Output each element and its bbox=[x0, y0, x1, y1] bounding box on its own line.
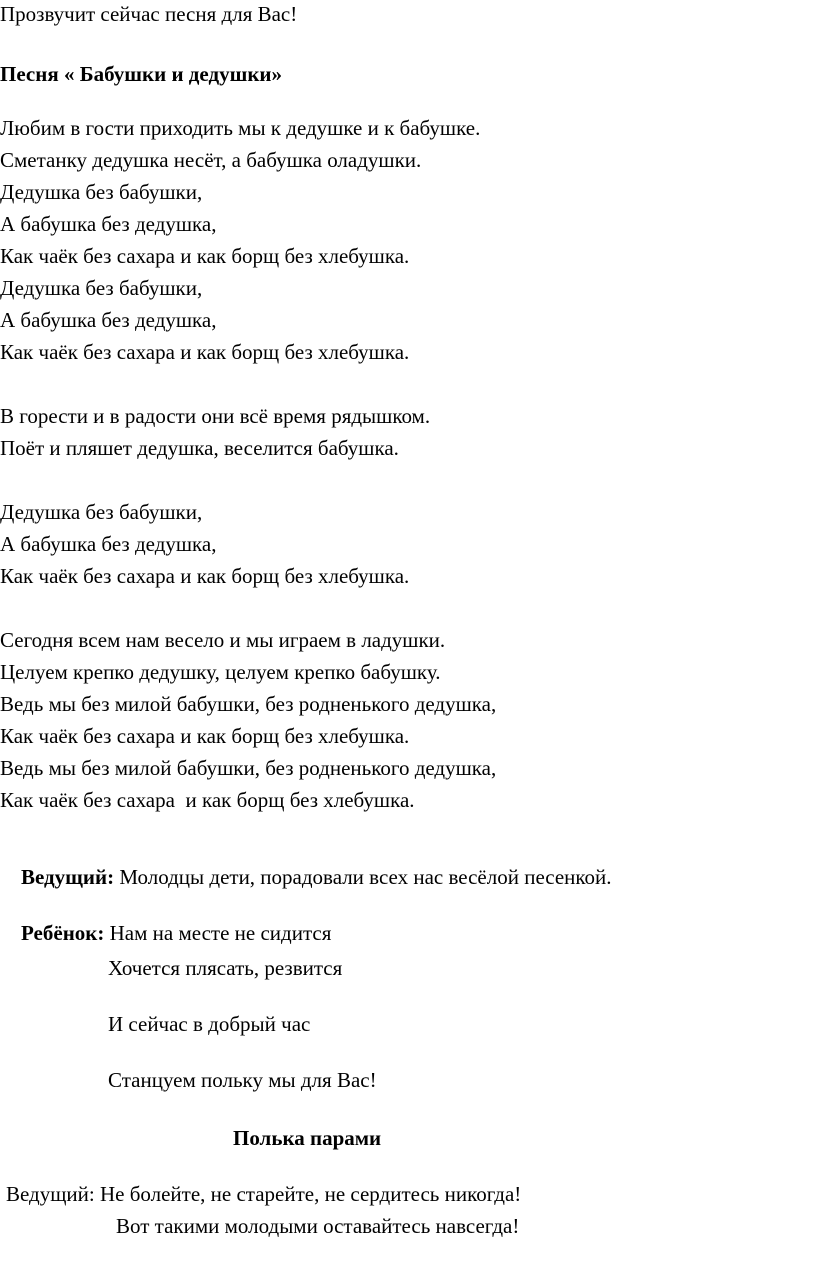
chorus-line-1: Дедушка без бабушки, bbox=[0, 500, 203, 524]
host-remark-2-line-2: Вот такими молодыми оставайтесь навсегда! bbox=[116, 1214, 520, 1238]
verse1-line-6: Дедушка без бабушки, bbox=[0, 276, 203, 300]
verse3-line-5: Ведь мы без милой бабушки, без родненького дедушка, bbox=[0, 756, 497, 780]
chorus-line-3: Как чаёк без сахара и как борщ без хлебушка. bbox=[0, 564, 410, 588]
verse3-line-2: Целуем крепко дедушку, целуем крепко бабушку. bbox=[0, 660, 441, 684]
verse3-line-6: Как чаёк без сахара и как борщ без хлебушка. bbox=[0, 788, 415, 812]
child-line-2: И сейчас в добрый час bbox=[108, 1012, 311, 1036]
host-speaker-label: Ведущий: bbox=[21, 865, 115, 889]
verse2-line-2: Поёт и пляшет дедушка, веселится бабушка. bbox=[0, 436, 399, 460]
verse1-line-5: Как чаёк без сахара и как борщ без хлебушка. bbox=[0, 244, 410, 268]
verse1-line-8: Как чаёк без сахара и как борщ без хлебушка. bbox=[0, 340, 410, 364]
intro-line: Прозвучит сейчас песня для Вас! bbox=[0, 2, 298, 26]
verse2-line-1: В горести и в радости они всё время рядышком. bbox=[0, 404, 431, 428]
host-remark-text: Молодцы дети, порадовали всех нас весёлой песенкой. bbox=[114, 865, 612, 889]
song-title: Песня « Бабушки и дедушки» bbox=[0, 62, 283, 86]
verse1-line-1: Любим в гости приходить мы к дедушке и к бабушке. bbox=[0, 116, 481, 140]
verse3-line-1: Сегодня всем нам весело и мы играем в ладушки. bbox=[0, 628, 446, 652]
chorus-line-2: А бабушка без дедушка, bbox=[0, 532, 217, 556]
verse3-line-4: Как чаёк без сахара и как борщ без хлебушка. bbox=[0, 724, 410, 748]
host-remark-2-line-1: Ведущий: Не болейте, не старейте, не сердитесь никогда! bbox=[6, 1182, 522, 1206]
child-speaker-label: Ребёнок: bbox=[21, 921, 105, 945]
verse1-line-3: Дедушка без бабушки, bbox=[0, 180, 203, 204]
verse1-line-7: А бабушка без дедушка, bbox=[0, 308, 217, 332]
verse1-line-4: А бабушка без дедушка, bbox=[0, 212, 217, 236]
child-remark-text: Нам на месте не сидится bbox=[104, 921, 332, 945]
child-line-3: Станцуем польку мы для Вас! bbox=[108, 1068, 377, 1092]
verse1-line-2: Сметанку дедушка несёт, а бабушка оладушки. bbox=[0, 148, 422, 172]
verse3-line-3: Ведь мы без милой бабушки, без родненького дедушка, bbox=[0, 692, 497, 716]
host-remark-1 bbox=[0, 846, 612, 909]
dance-title: Полька парами bbox=[233, 1126, 382, 1150]
child-line-1: Хочется плясать, резвится bbox=[108, 956, 343, 980]
